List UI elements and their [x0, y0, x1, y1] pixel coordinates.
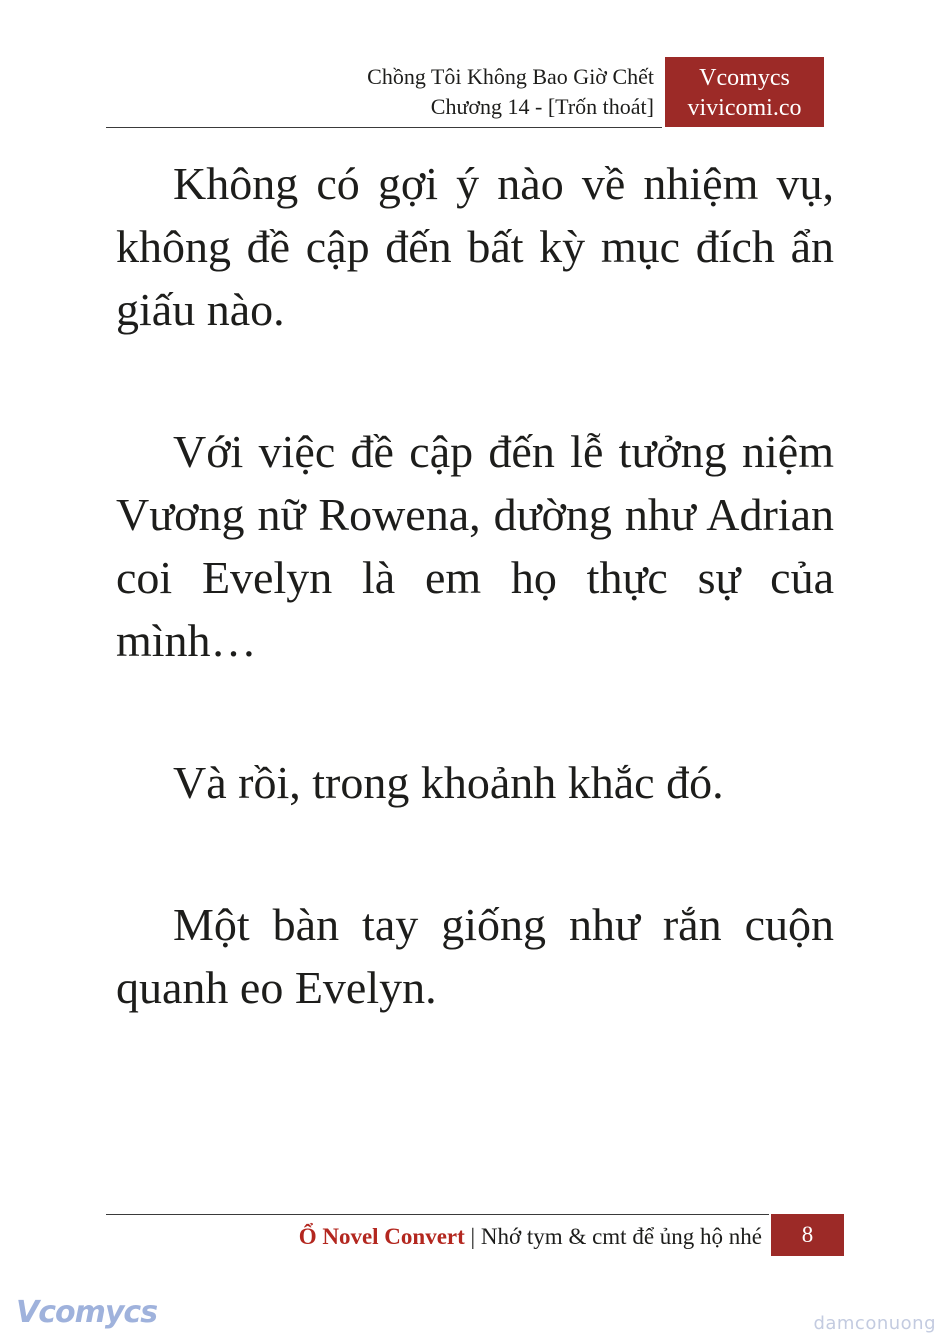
- page-number: 8: [771, 1214, 844, 1256]
- footer-message: Nhớ tym & cmt để ủng hộ nhé: [480, 1224, 762, 1249]
- paragraph-3: Và rồi, trong khoảnh khắc đó.: [173, 757, 724, 808]
- footer-separator: |: [464, 1224, 481, 1249]
- page-body: [116, 152, 834, 1019]
- footer-divider: [106, 1214, 769, 1215]
- paragraph-4: Một bàn tay giống như rắn cuộn quanh eo Evelyn.: [116, 899, 834, 1013]
- paragraph-2: Với việc đề cập đến lễ tưởng niệm Vương nữ Rowena, dường như Adrian coi Evelyn là em họ thực sự của mình…: [116, 426, 834, 666]
- paragraph-1: Không có gợi ý nào về nhiệm vụ, không đề cập đến bất kỳ mục đích ẩn giấu nào.: [116, 158, 834, 335]
- book-title: Chồng Tôi Không Bao Giờ Chết: [367, 64, 654, 89]
- page-footer: [299, 1222, 762, 1252]
- header-divider: [106, 127, 662, 128]
- brand-badge: [665, 57, 824, 127]
- vcomycs-logo: Vcomycs: [16, 1295, 158, 1330]
- brand-site: vivicomi.co: [687, 95, 802, 121]
- brand-name: Vcomycs: [699, 65, 790, 91]
- page-header: [367, 62, 654, 122]
- chapter-title: Chương 14 - [Trốn thoát]: [430, 94, 654, 119]
- footer-brand: Ổ Novel Convert: [298, 1224, 465, 1249]
- watermark: damconuong: [813, 1313, 936, 1334]
